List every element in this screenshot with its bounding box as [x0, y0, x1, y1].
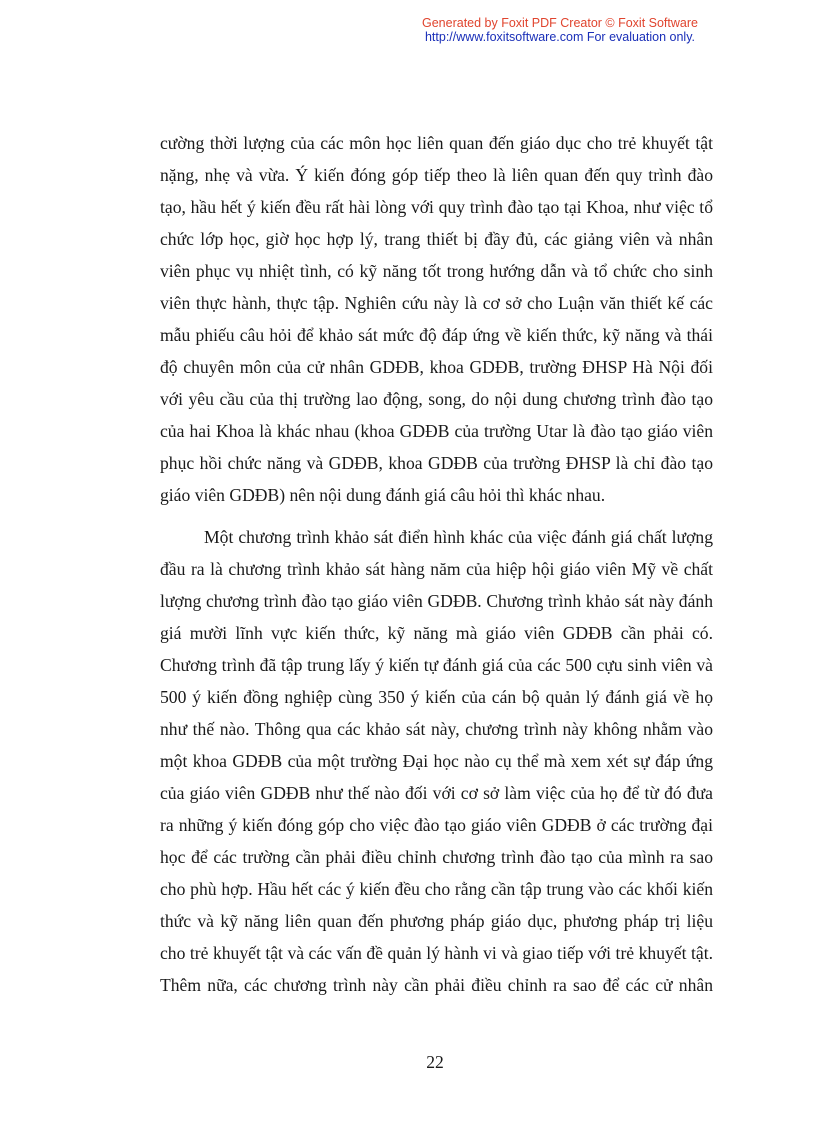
- paragraph-line: độ chuyên môn của cử nhân GDĐB, khoa GDĐB, trường ĐHSP Hà Nội đối: [160, 357, 713, 377]
- foxit-watermark: [410, 16, 710, 44]
- paragraph-line: với yêu cầu của thị trường lao động, song, do nội dung chương trình đào tạo: [160, 389, 713, 409]
- paragraph-line: Chương trình đã tập trung lấy ý kiến tự đánh giá của các 500 cựu sinh viên và: [160, 655, 713, 675]
- page-number: 22: [426, 1052, 444, 1072]
- paragraph-line: một khoa GDĐB của một trường Đại học nào cụ thể mà xem xét sự đáp ứng: [160, 751, 713, 771]
- paragraph-line: viên thực hành, thực tập. Nghiên cứu này là cơ sở cho Luận văn thiết kế các: [160, 293, 713, 313]
- paragraph-line: đầu ra là chương trình khảo sát hàng năm của hiệp hội giáo viên Mỹ về chất: [160, 559, 713, 579]
- paragraph-line: Một chương trình khảo sát điển hình khác của việc đánh giá chất lượng: [204, 527, 713, 547]
- paragraph-1: [160, 127, 713, 511]
- paragraph-line: cường thời lượng của các môn học liên quan đến giáo dục cho trẻ khuyết tật: [160, 133, 713, 153]
- paragraph-line: lượng chương trình đào tạo giáo viên GDĐB. Chương trình khảo sát này đánh: [160, 591, 713, 611]
- paragraph-line: mẫu phiếu câu hỏi để khảo sát mức độ đáp ứng về kiến thức, kỹ năng và thái: [160, 325, 713, 345]
- paragraph-line: thức và kỹ năng liên quan đến phương pháp giáo dục, phương pháp trị liệu: [160, 911, 713, 931]
- paragraph-line: Thêm nữa, các chương trình này cần phải điều chỉnh ra sao để các cử nhân: [160, 975, 713, 995]
- paragraph-line: của giáo viên GDĐB như thế nào đối với cơ sở làm việc của họ để từ đó đưa: [160, 783, 713, 803]
- paragraph-line: học để các trường cần phải điều chỉnh chương trình đào tạo của mình ra sao: [160, 847, 713, 867]
- paragraph-line: ra những ý kiến đóng góp cho việc đào tạo giáo viên GDĐB ở các trường đại: [160, 815, 713, 835]
- paragraph-line: chức lớp học, giờ học hợp lý, trang thiết bị đầy đủ, các giảng viên và nhân: [160, 229, 713, 249]
- document-body: [160, 127, 713, 1001]
- paragraph-line: phục hồi chức năng và GDĐB, khoa GDĐB của trường ĐHSP là chỉ đào tạo: [160, 453, 713, 473]
- paragraph-line: 500 ý kiến đồng nghiệp cùng 350 ý kiến của cán bộ quản lý đánh giá về họ: [160, 687, 713, 707]
- paragraph-line: tạo, hầu hết ý kiến đều rất hài lòng với quy trình đào tạo tại Khoa, như việc tổ: [160, 197, 713, 217]
- paragraph-line: nặng, nhẹ và vừa. Ý kiến đóng góp tiếp theo là liên quan đến quy trình đào: [160, 165, 713, 185]
- paragraph-line: cho trẻ khuyết tật và các vấn đề quản lý hành vi và giao tiếp với trẻ khuyết tật.: [160, 943, 713, 963]
- watermark-line-generator: Generated by Foxit PDF Creator © Foxit Software: [422, 16, 698, 30]
- paragraph-line: giá mười lĩnh vực kiến thức, kỹ năng mà giáo viên GDĐB cần phải có.: [160, 623, 713, 643]
- paragraph-line: như thế nào. Thông qua các khảo sát này, chương trình này không nhằm vào: [160, 719, 713, 739]
- paragraph-2: [160, 521, 713, 1001]
- paragraph-line: của hai Khoa là khác nhau (khoa GDĐB của trường Utar là đào tạo giáo viên: [160, 421, 713, 441]
- paragraph-line: cho phù hợp. Hầu hết các ý kiến đều cho rằng cần tập trung vào các khối kiến: [160, 879, 713, 899]
- paragraph-line: viên phục vụ nhiệt tình, có kỹ năng tốt trong hướng dẫn và tổ chức cho sinh: [160, 261, 713, 281]
- watermark-line-url: http://www.foxitsoftware.com For evaluation only.: [424, 30, 696, 44]
- paragraph-line: giáo viên GDĐB) nên nội dung đánh giá câu hỏi thì khác nhau.: [160, 485, 606, 505]
